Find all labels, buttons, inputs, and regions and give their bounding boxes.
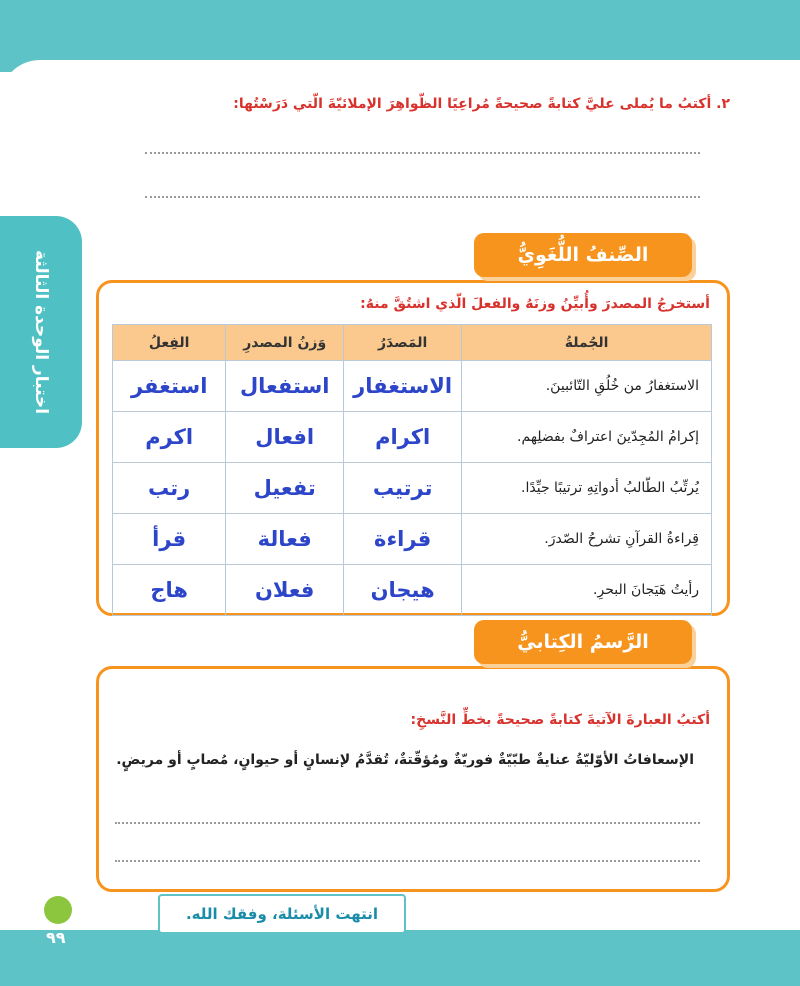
masdar-answer[interactable]: هيجان bbox=[344, 565, 462, 616]
page-number: ٩٩ bbox=[46, 928, 66, 947]
fiil-answer[interactable]: اكرم bbox=[113, 412, 226, 463]
writing-line-2[interactable] bbox=[115, 860, 700, 862]
linguistic-section-label: الصِّنفُ اللُّغَوِيُّ bbox=[474, 233, 692, 277]
table-row bbox=[113, 361, 712, 412]
header-curve bbox=[0, 60, 800, 100]
fiil-answer[interactable]: قرأ bbox=[113, 514, 226, 565]
sentence-cell: إكرامُ المُجِدّينَ اعترافٌ بفضلِهم. bbox=[462, 412, 712, 463]
dictation-line-2[interactable] bbox=[145, 196, 700, 198]
sentence-cell: رأيتُ هَيَجانَ البحرِ. bbox=[462, 565, 712, 616]
masdar-answer[interactable]: ترتيب bbox=[344, 463, 462, 514]
header-fiil: الفِعلُ bbox=[113, 325, 226, 361]
masdar-answer[interactable]: قراءة bbox=[344, 514, 462, 565]
table-row bbox=[113, 565, 712, 616]
end-message-box: انتهت الأسئلة، وفقك الله. bbox=[158, 894, 406, 934]
question-2-text: ٢. أكتبُ ما يُملى عليَّ كتابةً صحيحةً مُراعِيًا الظّواهِرَ الإملائيّةَ الّتي دَرَسْتُها: bbox=[233, 96, 730, 112]
fiil-answer[interactable]: هاج bbox=[113, 565, 226, 616]
header-masdar: المَصدَرُ bbox=[344, 325, 462, 361]
table-row bbox=[113, 514, 712, 565]
writing-instruction: أكتبُ العبارةَ الآتيةَ كتابةً صحيحةً بخطِّ النَّسخِ: bbox=[410, 712, 710, 728]
writing-section-label: الرَّسمُ الكِتابيُّ bbox=[474, 620, 692, 664]
fiil-answer[interactable]: رتب bbox=[113, 463, 226, 514]
unit-side-tab-title: اختبار الوحدة الثالثة bbox=[31, 249, 51, 415]
masdar-answer[interactable]: اكرام bbox=[344, 412, 462, 463]
linguistic-instruction: أستخرجُ المصدرَ وأُبيِّنُ وزنَهُ والفعلَ الّذي اشتُقَّ منهُ: bbox=[360, 296, 710, 312]
writing-sentence: الإسعافاتُ الأوّليّةُ عنايةٌ طبّيّةٌ فوريّةٌ ومُؤقّتةٌ، تُقدَّمُ لإنسانٍ أو حيوانٍ، مُصابٍ أو مريضٍ. bbox=[116, 752, 694, 768]
wazn-answer[interactable]: فعلان bbox=[226, 565, 344, 616]
dictation-line-1[interactable] bbox=[145, 152, 700, 154]
table-row bbox=[113, 412, 712, 463]
bottom-band bbox=[0, 930, 800, 986]
publisher-logo-icon bbox=[44, 896, 72, 924]
writing-line-1[interactable] bbox=[115, 822, 700, 824]
wazn-answer[interactable]: فعالة bbox=[226, 514, 344, 565]
masdar-answer[interactable]: الاستغفار bbox=[344, 361, 462, 412]
wazn-answer[interactable]: تفعيل bbox=[226, 463, 344, 514]
writing-frame bbox=[96, 666, 730, 892]
wazn-answer[interactable]: استفعال bbox=[226, 361, 344, 412]
masdar-table bbox=[112, 324, 712, 616]
sentence-cell: الاستغفارُ من خُلُقِ التّائبينَ. bbox=[462, 361, 712, 412]
header-wazn: وَزنُ المصدرِ bbox=[226, 325, 344, 361]
fiil-answer[interactable]: استغفر bbox=[113, 361, 226, 412]
header-sentence: الجُملةُ bbox=[462, 325, 712, 361]
wazn-answer[interactable]: افعال bbox=[226, 412, 344, 463]
table-row bbox=[113, 463, 712, 514]
sentence-cell: يُرتِّبُ الطّالبُ أدواتِهِ ترتيبًا جيِّدًا. bbox=[462, 463, 712, 514]
table-header-row bbox=[113, 325, 712, 361]
sentence-cell: قِراءةُ القرآنِ تشرحُ الصّدرَ. bbox=[462, 514, 712, 565]
